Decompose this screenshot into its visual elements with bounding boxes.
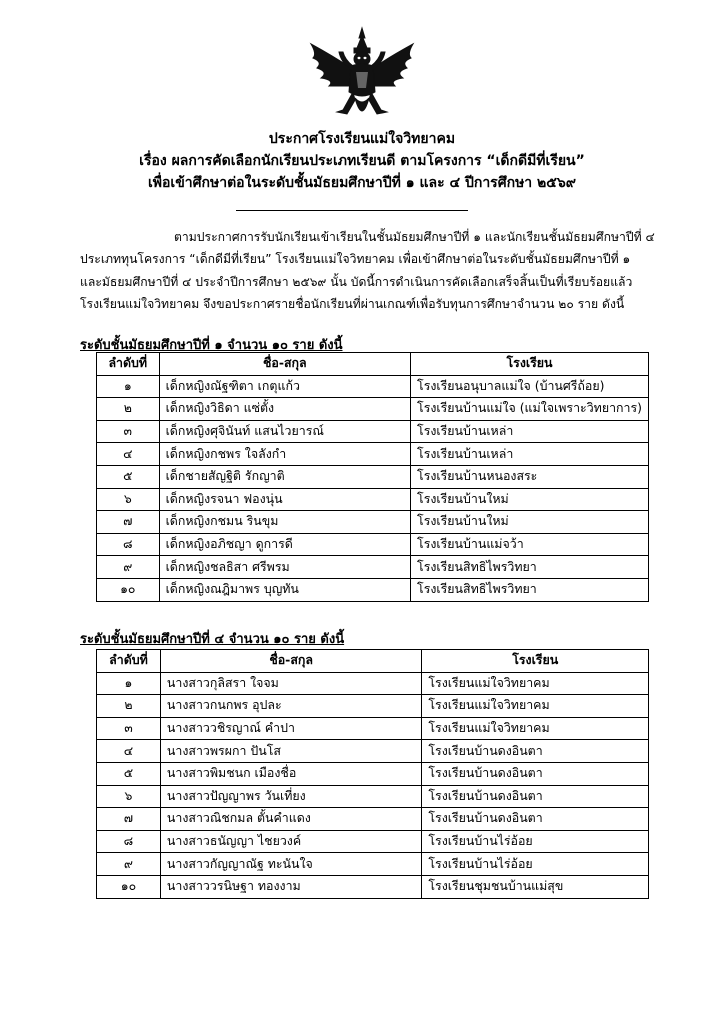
- body-line: และมัธยมศึกษาปีที่ ๔ ประจำปีการศึกษา ๒๕๖๙ นั้น บัดนี้การดำเนินการคัดเลือกเสร็จสิ้นเป็นที่เรียบร้อยแล้ว: [80, 274, 633, 289]
- announcement-title: ประกาศโรงเรียนแม่ใจวิทยาคม: [268, 131, 456, 147]
- student-name-cell: เด็กหญิงณัฐฑิตา เกตุแก้ว: [159, 375, 410, 398]
- row-number-cell: ๕: [97, 762, 161, 785]
- row-number-cell: ๗: [97, 511, 160, 534]
- row-number-cell: ๙: [97, 853, 161, 876]
- student-name-cell: นางสาวณิชกมล ตั้นคำแดง: [160, 808, 421, 831]
- student-name-cell: เด็กหญิงวิธิดา แซ่ตั้ง: [159, 398, 410, 421]
- table-row: [97, 375, 649, 398]
- column-header-no: ลำดับที่: [97, 650, 161, 673]
- student-name-cell: เด็กหญิงกชมน รินขุม: [159, 511, 410, 534]
- table-row: [97, 533, 649, 556]
- table-row: [97, 443, 649, 466]
- student-name-cell: เด็กชายสัญฐิติ รักญาติ: [159, 465, 410, 488]
- row-number-cell: ๓: [97, 420, 160, 443]
- body-line: ตามประกาศการรับนักเรียนเข้าเรียนในชั้นมัธยมศึกษาปีที่ ๑ และนักเรียนชั้นมัธยมศึกษาปีที่ ๔: [174, 230, 655, 244]
- school-cell: โรงเรียนบ้านเหล่า: [411, 443, 649, 466]
- student-name-cell: นางสาวกัญญาณัฐ ทะนันใจ: [160, 853, 421, 876]
- table-row: [97, 853, 649, 876]
- school-cell: โรงเรียนบ้านเหล่า: [411, 420, 649, 443]
- garuda-emblem: [303, 26, 421, 126]
- header-divider: [236, 210, 468, 211]
- column-header-no: ลำดับที่: [97, 353, 160, 376]
- announcement-subject: เรื่อง ผลการคัดเลือกนักเรียนประเภทเรียนดี ตามโครงการ “เด็กดีมีที่เรียน”: [139, 153, 585, 169]
- student-name-cell: เด็กหญิงณฎิมาพร บุญทัน: [159, 578, 410, 601]
- school-cell: โรงเรียนชุมชนบ้านแม่สุข: [422, 875, 649, 898]
- school-cell: โรงเรียนบ้านใหม่: [411, 511, 649, 534]
- section-m4-title: ระดับชั้นมัธยมศึกษาปีที่ ๔ จำนวน ๑๐ ราย ดังนี้: [80, 632, 345, 647]
- row-number-cell: ๘: [97, 533, 160, 556]
- table-row: [97, 808, 649, 831]
- student-name-cell: นางสาวกนกพร อุปละ: [160, 695, 421, 718]
- row-number-cell: ๕: [97, 465, 160, 488]
- announcement-header: [0, 128, 724, 194]
- school-cell: โรงเรียนแม่ใจวิทยาคม: [422, 695, 649, 718]
- row-number-cell: ๒: [97, 695, 161, 718]
- table-row: [97, 717, 649, 740]
- table-row: [97, 556, 649, 579]
- student-name-cell: นางสาวพรผกา ปันโส: [160, 740, 421, 763]
- table-row: [97, 420, 649, 443]
- table-row: [97, 398, 649, 421]
- table-row: [97, 762, 649, 785]
- student-name-cell: นางสาววรนิษฐา ทองงาม: [160, 875, 421, 898]
- student-name-cell: นางสาวปัญญาพร วันเที่ยง: [160, 785, 421, 808]
- table-row: [97, 785, 649, 808]
- table-row: [97, 511, 649, 534]
- row-number-cell: ๖: [97, 488, 160, 511]
- body-line: โรงเรียนแม่ใจวิทยาคม จึงขอประกาศรายชื่อนักเรียนที่ผ่านเกณฑ์เพื่อรับทุนการศึกษาจำนวน ๒๐ ราย ดังนี้: [80, 297, 625, 312]
- school-cell: โรงเรียนบ้านไร่อ้อย: [422, 830, 649, 853]
- school-cell: โรงเรียนบ้านแม่ใจ (แม่ใจเพราะวิทยาการ): [411, 398, 649, 421]
- table-header-row: [97, 353, 649, 376]
- column-header-name: ชื่อ-สกุล: [159, 353, 410, 376]
- row-number-cell: ๑: [97, 375, 160, 398]
- student-name-cell: เด็กหญิงรจนา ฟองนุ่น: [159, 488, 410, 511]
- student-name-cell: เด็กหญิงศุจินันท์ แสนไวยารณ์: [159, 420, 410, 443]
- row-number-cell: ๗: [97, 808, 161, 831]
- section-m1-table: [96, 352, 649, 602]
- school-cell: โรงเรียนบ้านดงอินตา: [422, 762, 649, 785]
- school-cell: โรงเรียนสิทธิไพรวิทยา: [411, 556, 649, 579]
- table-header-row: [97, 650, 649, 673]
- school-cell: โรงเรียนแม่ใจวิทยาคม: [422, 717, 649, 740]
- table-row: [97, 465, 649, 488]
- table-row: [97, 695, 649, 718]
- table-row: [97, 672, 649, 695]
- school-cell: โรงเรียนสิทธิไพรวิทยา: [411, 578, 649, 601]
- school-cell: โรงเรียนบ้านดงอินตา: [422, 808, 649, 831]
- school-cell: โรงเรียนบ้านดงอินตา: [422, 740, 649, 763]
- body-line: ประเภททุนโครงการ “เด็กดีมีที่เรียน” โรงเรียนแม่ใจวิทยาคม เพื่อเข้าศึกษาต่อในระดับชั้นมัธยมศึกษาปีที่ ๑: [80, 252, 631, 267]
- school-cell: โรงเรียนบ้านใหม่: [411, 488, 649, 511]
- student-name-cell: นางสาววชิรญาณ์ คำปา: [160, 717, 421, 740]
- table-row: [97, 830, 649, 853]
- school-cell: โรงเรียนแม่ใจวิทยาคม: [422, 672, 649, 695]
- announcement-body: [80, 226, 655, 316]
- student-name-cell: นางสาวกุลิสรา ใจจม: [160, 672, 421, 695]
- row-number-cell: ๔: [97, 740, 161, 763]
- student-name-cell: เด็กหญิงอภิชญา ดูการดี: [159, 533, 410, 556]
- student-name-cell: นางสาวพิมชนก เมืองชื่อ: [160, 762, 421, 785]
- school-cell: โรงเรียนบ้านไร่อ้อย: [422, 853, 649, 876]
- school-cell: โรงเรียนบ้านแม่จว้า: [411, 533, 649, 556]
- section-m4-table: [96, 649, 649, 899]
- row-number-cell: ๓: [97, 717, 161, 740]
- row-number-cell: ๘: [97, 830, 161, 853]
- table-row: [97, 740, 649, 763]
- table-row: [97, 875, 649, 898]
- school-cell: โรงเรียนอนุบาลแม่ใจ (บ้านศรีถ้อย): [411, 375, 649, 398]
- row-number-cell: ๒: [97, 398, 160, 421]
- column-header-school: โรงเรียน: [411, 353, 649, 376]
- student-name-cell: เด็กหญิงชลธิสา ศรีพรม: [159, 556, 410, 579]
- column-header-name: ชื่อ-สกุล: [160, 650, 421, 673]
- row-number-cell: ๙: [97, 556, 160, 579]
- school-cell: โรงเรียนบ้านดงอินตา: [422, 785, 649, 808]
- column-header-school: โรงเรียน: [422, 650, 649, 673]
- student-name-cell: นางสาวธนัญญา ไชยวงค์: [160, 830, 421, 853]
- section-m1-title: ระดับชั้นมัธยมศึกษาปีที่ ๑ จำนวน ๑๐ ราย ดังนี้: [80, 338, 343, 353]
- school-cell: โรงเรียนบ้านหนองสระ: [411, 465, 649, 488]
- student-name-cell: เด็กหญิงกชพร ใจลังกำ: [159, 443, 410, 466]
- row-number-cell: ๑: [97, 672, 161, 695]
- announcement-subject-continued: เพื่อเข้าศึกษาต่อในระดับชั้นมัธยมศึกษาปีที่ ๑ และ ๔ ปีการศึกษา ๒๕๖๙: [148, 175, 576, 191]
- row-number-cell: ๑๐: [97, 578, 160, 601]
- row-number-cell: ๑๐: [97, 875, 161, 898]
- table-row: [97, 488, 649, 511]
- row-number-cell: ๔: [97, 443, 160, 466]
- row-number-cell: ๖: [97, 785, 161, 808]
- table-row: [97, 578, 649, 601]
